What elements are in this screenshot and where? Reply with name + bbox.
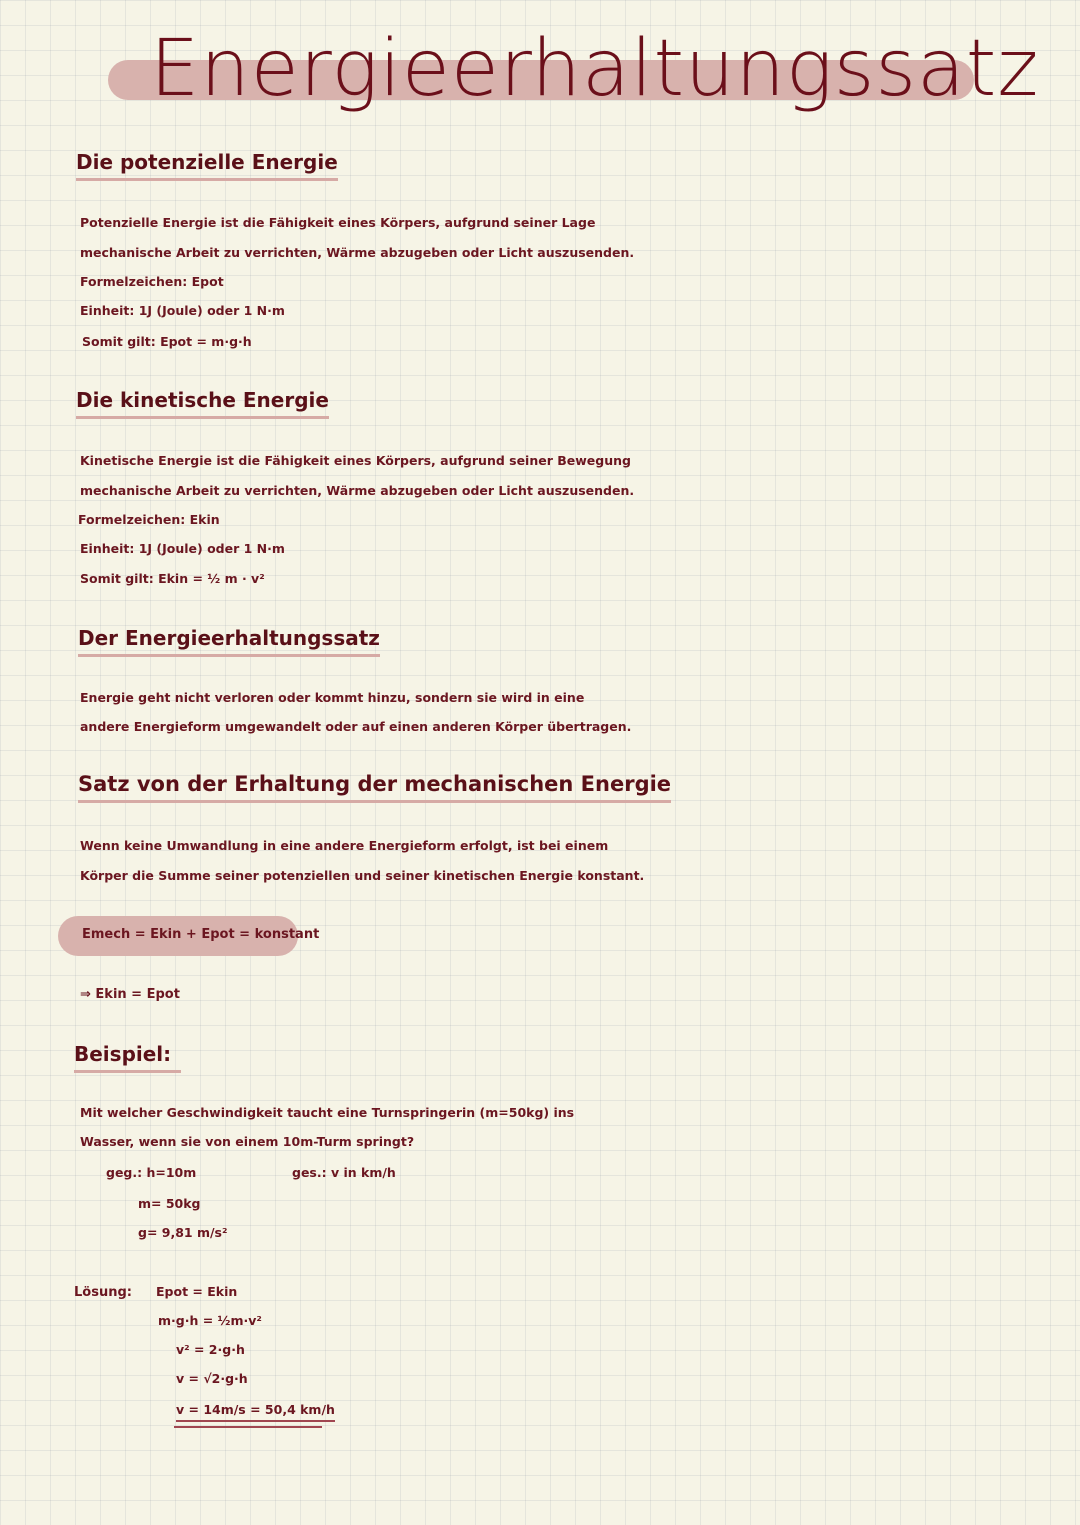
potential-unit: Einheit: 1J (Joule) oder 1 N·m — [80, 303, 285, 318]
sought-value: ges.: v in km/h — [292, 1165, 396, 1180]
result-double-underline — [174, 1426, 322, 1428]
solution-step3: v² = 2·g·h — [176, 1342, 245, 1357]
solution-step2: m·g·h = ½m·v² — [158, 1313, 262, 1328]
heading-conservation: Der Energieerhaltungssatz — [78, 626, 380, 657]
heading-example: Beispiel: — [74, 1042, 181, 1073]
given-height: geg.: h=10m — [106, 1165, 197, 1180]
kinetic-text-line1: Kinetische Energie ist die Fähigkeit eines Körpers, aufgrund seiner Bewegung — [80, 453, 631, 468]
conservation-text-line1: Energie geht nicht verloren oder kommt hinzu, sondern sie wird in eine — [80, 690, 585, 705]
solution-step1: Epot = Ekin — [156, 1284, 238, 1299]
example-text-line2: Wasser, wenn sie von einem 10m-Turm springt? — [80, 1134, 415, 1149]
potential-formula: Somit gilt: Epot = m·g·h — [82, 334, 252, 349]
kinetic-symbol: Formelzeichen: Ekin — [78, 512, 220, 527]
potential-text-line1: Potenzielle Energie ist die Fähigkeit eines Körpers, aufgrund seiner Lage — [80, 215, 596, 230]
solution-step4: v = √2·g·h — [176, 1371, 248, 1386]
heading-kinetic-energy: Die kinetische Energie — [76, 388, 329, 419]
potential-symbol: Formelzeichen: Epot — [80, 274, 224, 289]
solution-label: Lösung: — [74, 1285, 132, 1300]
mechanical-implication: ⇒ Ekin = Epot — [80, 987, 180, 1002]
heading-mechanical-energy: Satz von der Erhaltung der mechanischen Energie — [78, 772, 671, 803]
heading-potential-energy: Die potenzielle Energie — [76, 150, 338, 181]
mechanical-text-line1: Wenn keine Umwandlung in eine andere Energieform erfolgt, ist bei einem — [80, 838, 609, 853]
potential-text-line2: mechanische Arbeit zu verrichten, Wärme abzugeben oder Licht auszusenden. — [80, 245, 635, 260]
given-mass: m= 50kg — [138, 1196, 201, 1211]
kinetic-unit: Einheit: 1J (Joule) oder 1 N·m — [80, 541, 285, 556]
mechanical-text-line2: Körper die Summe seiner potenziellen und seiner kinetischen Energie konstant. — [80, 868, 645, 883]
kinetic-text-line2: mechanische Arbeit zu verrichten, Wärme abzugeben oder Licht auszusenden. — [80, 483, 635, 498]
solution-result: v = 14m/s = 50,4 km/h — [176, 1404, 335, 1422]
conservation-text-line2: andere Energieform umgewandelt oder auf einen anderen Körper übertragen. — [80, 719, 632, 734]
example-text-line1: Mit welcher Geschwindigkeit taucht eine Turnspringerin (m=50kg) ins — [80, 1105, 575, 1120]
page-title: Energieerhaltungssatz — [150, 24, 1040, 114]
given-gravity: g= 9,81 m/s² — [138, 1225, 228, 1240]
mechanical-formula: Emech = Ekin + Epot = konstant — [82, 927, 320, 942]
kinetic-formula: Somit gilt: Ekin = ½ m · v² — [80, 571, 265, 586]
